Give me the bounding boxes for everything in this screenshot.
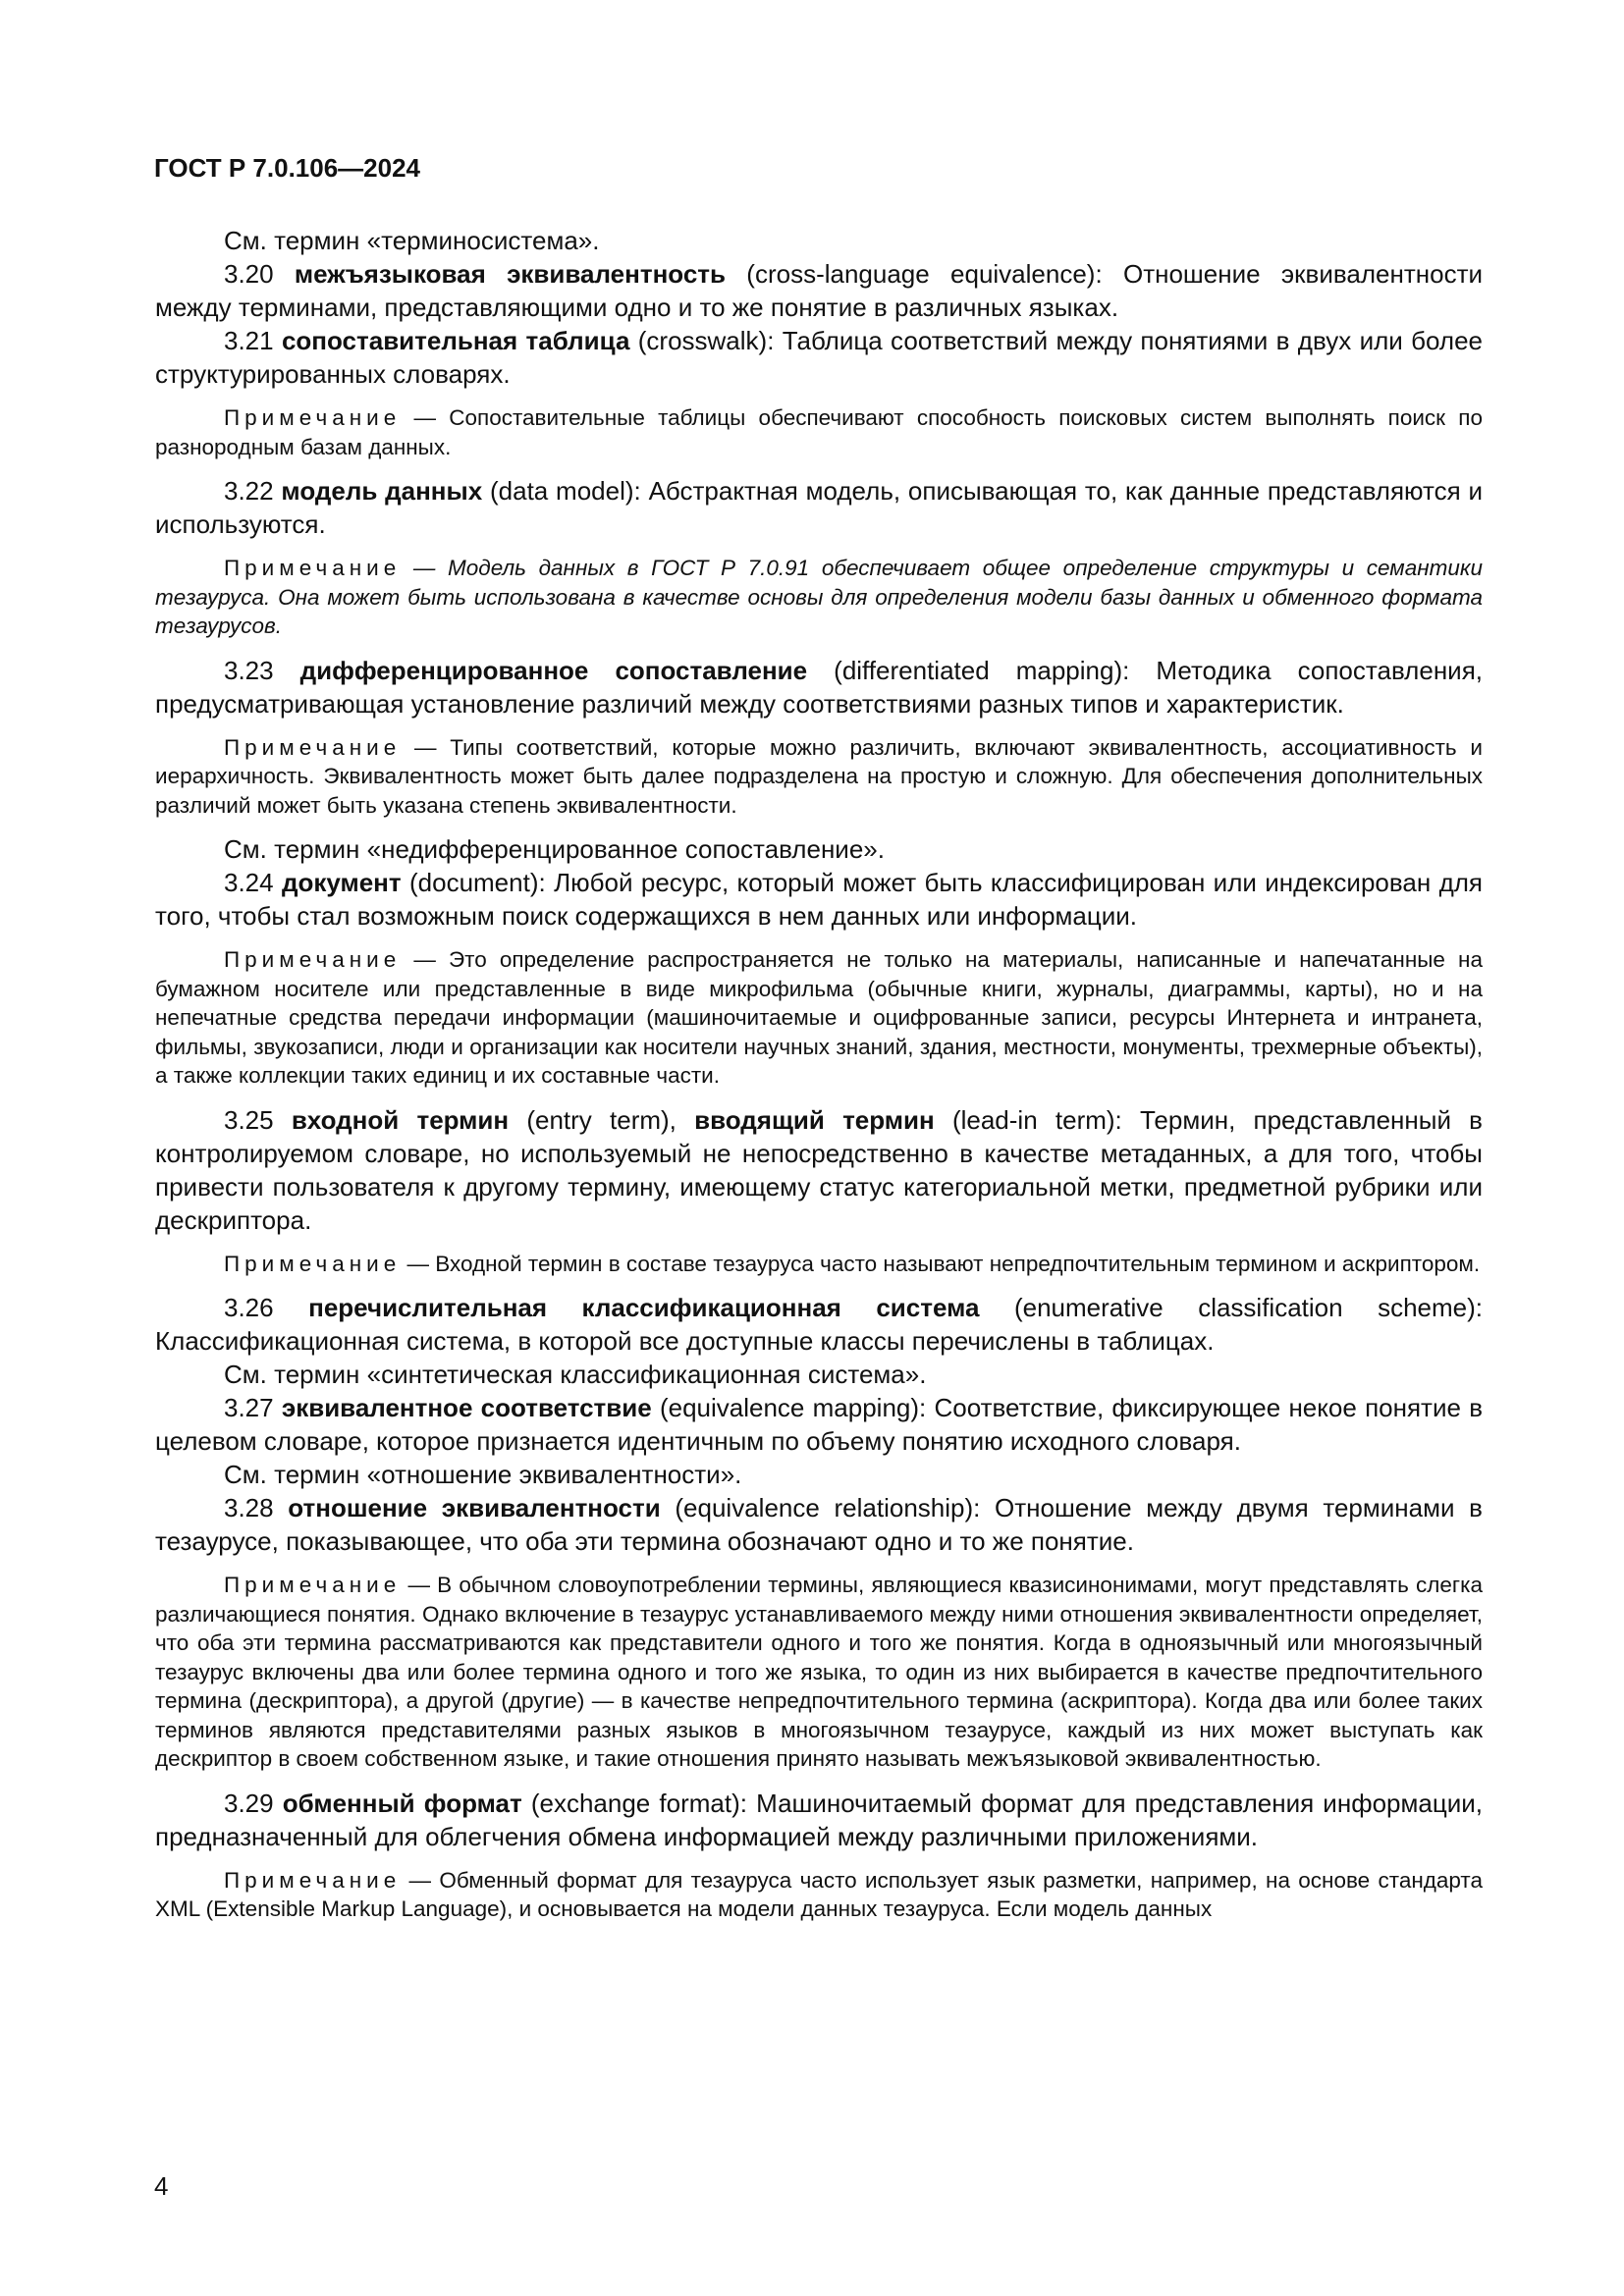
term-definition <box>155 1291 1483 1358</box>
note-label: Примечание <box>224 1867 402 1893</box>
see-also <box>155 224 1483 257</box>
document-body <box>155 224 1483 1937</box>
term-text: (equivalence mapping): Соответствие, фиксирующее некое понятие в целевом словаре, которое признается идентичным по объему понятию исходного словаря. <box>155 1393 1484 1456</box>
term-name: сопоставительная таблица <box>281 326 630 355</box>
note-text: — В обычном словоупотреблении термины, являющиеся квазисинонимами, могут представлять слегка различающиеся понятия. Однако включение в тезаурус устанавливаемого между ними отношения эквивалентности определяет, что оба эти термина рассматриваются как представители одного и того же понятия. Когда в одноязычный или многоязычный тезаурус включены два или более термина одного и того же языка, то один из них выбирается в качестве предпочтительного термина (дескриптора), а другой (другие) — в качестве непредпочтительного термина (аскриптора). Когда два или более таких терминов являются представителями разных языков в многоязычном тезаурусе, каждый из них может выступать как дескриптор в своем собственном языке, и такие отношения принято называть межъязыковой эквивалентностью. <box>155 1573 1483 1771</box>
term-number: 3.29 <box>224 1788 283 1818</box>
term-text: (differentiated mapping): Методика сопоставления, предусматривающая установление различий между соответствиями разных типов и характеристик. <box>155 655 1483 719</box>
term-text: (equivalence relationship): Отношение между двумя терминами в тезаурусе, показывающее, что оба эти термина обозначают одно и то же понятие. <box>155 1493 1483 1556</box>
document-header: ГОСТ Р 7.0.106—2024 <box>154 153 421 183</box>
note-text: — Это определение распространяется не только на материалы, написанные и напечатанные на бумажном носителе или представленные в виде микрофильма (обычные книги, журналы, диаграммы, карты), но и на непечатные средства передачи информации (машиночитаемые и оцифрованные записи, ресурсы Интернета и интранета, фильмы, звукозаписи, люди и организации как носители научных знаний, здания, местности, монументы, трехмерные объекты), а также коллекции таких единиц и их составные части. <box>155 947 1483 1088</box>
see-also <box>155 832 1483 866</box>
term-number: 3.20 <box>224 259 295 289</box>
term-definition <box>155 1787 1483 1853</box>
term-name: перечислительная классификационная система <box>308 1293 980 1322</box>
note-label: Примечание <box>224 405 402 430</box>
term-number: 3.26 <box>224 1293 309 1322</box>
see-prefix: См. термин <box>224 226 367 255</box>
term-text: (crosswalk): Таблица соответствий между понятиями в двух или более структурированных словарях. <box>155 326 1484 389</box>
note <box>155 1250 1483 1279</box>
term-text: (cross-language equivalence): Отношение эквивалентности между терминами, представляющими одно и то же понятие в различных языках. <box>155 259 1483 322</box>
note <box>155 1571 1483 1774</box>
term-definition <box>155 866 1483 933</box>
term-name: вводящий термин <box>694 1104 935 1135</box>
see-term: «отношение эквивалентности». <box>366 1460 742 1489</box>
term-text: (lead-in term): Термин, представленный в контролируемом словаре, но используемый не непосредственно в качестве метаданных, а для того, чтобы привести пользователя к другому термину, имеющему статус категориальной метки, предметной рубрики или дескриптора. <box>155 1104 1483 1235</box>
term-name: эквивалентное соответствие <box>281 1393 652 1422</box>
term-definition <box>155 1103 1483 1237</box>
term-name: документ <box>281 868 402 897</box>
term-definition <box>155 1391 1483 1458</box>
term-number: 3.22 <box>224 476 282 506</box>
note <box>155 733 1483 821</box>
term-text: (enumerative classification scheme): Классификационная система, в которой все доступные классы перечислены в таблицах. <box>155 1293 1484 1356</box>
term-definition <box>155 324 1483 391</box>
note <box>155 945 1483 1091</box>
see-term: «терминосистема». <box>366 226 600 255</box>
term-name: обменный формат <box>282 1788 522 1818</box>
term-name: отношение эквивалентности <box>288 1493 661 1522</box>
term-definition <box>155 474 1483 541</box>
term-text: (entry term), <box>509 1104 695 1135</box>
term-definition <box>155 1491 1483 1558</box>
note-text: — Типы соответствий, которые можно различить, включают эквивалентность, ассоциативность и иерархичность. Эквивалентность может быть далее подразделена на простую и сложную. Для обеспечения дополнительных различий может быть указана степень эквивалентности. <box>155 734 1483 818</box>
note-label: Примечание <box>224 1573 402 1597</box>
note <box>155 554 1483 641</box>
term-text: (exchange format): Машиночитаемый формат для представления информации, предназначенный для облегчения обмена информацией между различными приложениями. <box>155 1788 1484 1851</box>
note-text: — Сопоставительные таблицы обеспечивают способность поисковых систем выполнять поиск по разнородным базам данных. <box>155 405 1483 459</box>
see-also <box>155 1358 1483 1391</box>
term-number: 3.27 <box>224 1393 282 1422</box>
see-also <box>155 1458 1483 1491</box>
note <box>155 1866 1483 1924</box>
term-number: 3.21 <box>224 326 282 355</box>
note-text: — Входной термин в составе тезауруса часто называют непредпочтительным термином и аскриптором. <box>401 1251 1481 1276</box>
term-number: 3.25 <box>224 1104 292 1135</box>
see-prefix: См. термин <box>224 1460 367 1489</box>
note-label: Примечание <box>224 556 402 580</box>
term-number: 3.23 <box>224 655 300 685</box>
see-prefix: См. термин <box>224 1360 367 1389</box>
term-name: модель данных <box>281 476 483 506</box>
term-number: 3.24 <box>224 868 282 897</box>
term-name: межъязыковая эквивалентность <box>294 259 726 289</box>
see-term: «синтетическая классификационная система». <box>366 1360 927 1389</box>
note-label: Примечание <box>224 947 402 972</box>
term-text: (document): Любой ресурс, который может быть классифицирован или индексирован для того, чтобы стал возможным поиск содержащихся в нем данных или информации. <box>155 868 1483 931</box>
term-definition <box>155 257 1483 324</box>
term-number: 3.28 <box>224 1493 289 1522</box>
page-number: 4 <box>154 2171 169 2201</box>
term-name: дифференцированное сопоставление <box>299 655 808 685</box>
see-term: «недифференцированное сопоставление». <box>366 834 885 864</box>
term-definition <box>155 654 1483 721</box>
note-label: Примечание <box>224 734 402 760</box>
term-text: (data model): Абстрактная модель, описывающая то, как данные представляются и используются. <box>155 476 1484 539</box>
note-text: — Модель данных в ГОСТ Р 7.0.91 обеспечивает общее определение структуры и семантики тезауруса. Она может быть использована в качестве основы для определения модели базы данных и обменного формата тезаурусов. <box>155 556 1483 638</box>
term-name: входной термин <box>291 1104 510 1135</box>
see-prefix: См. термин <box>224 834 367 864</box>
note-label: Примечание <box>224 1251 402 1276</box>
note <box>155 403 1483 461</box>
note-text: — Обменный формат для тезауруса часто использует язык разметки, например, на основе стандарта XML (Extensible Markup Language), и основывается на модели данных тезауруса. Если модель данных <box>155 1867 1483 1921</box>
